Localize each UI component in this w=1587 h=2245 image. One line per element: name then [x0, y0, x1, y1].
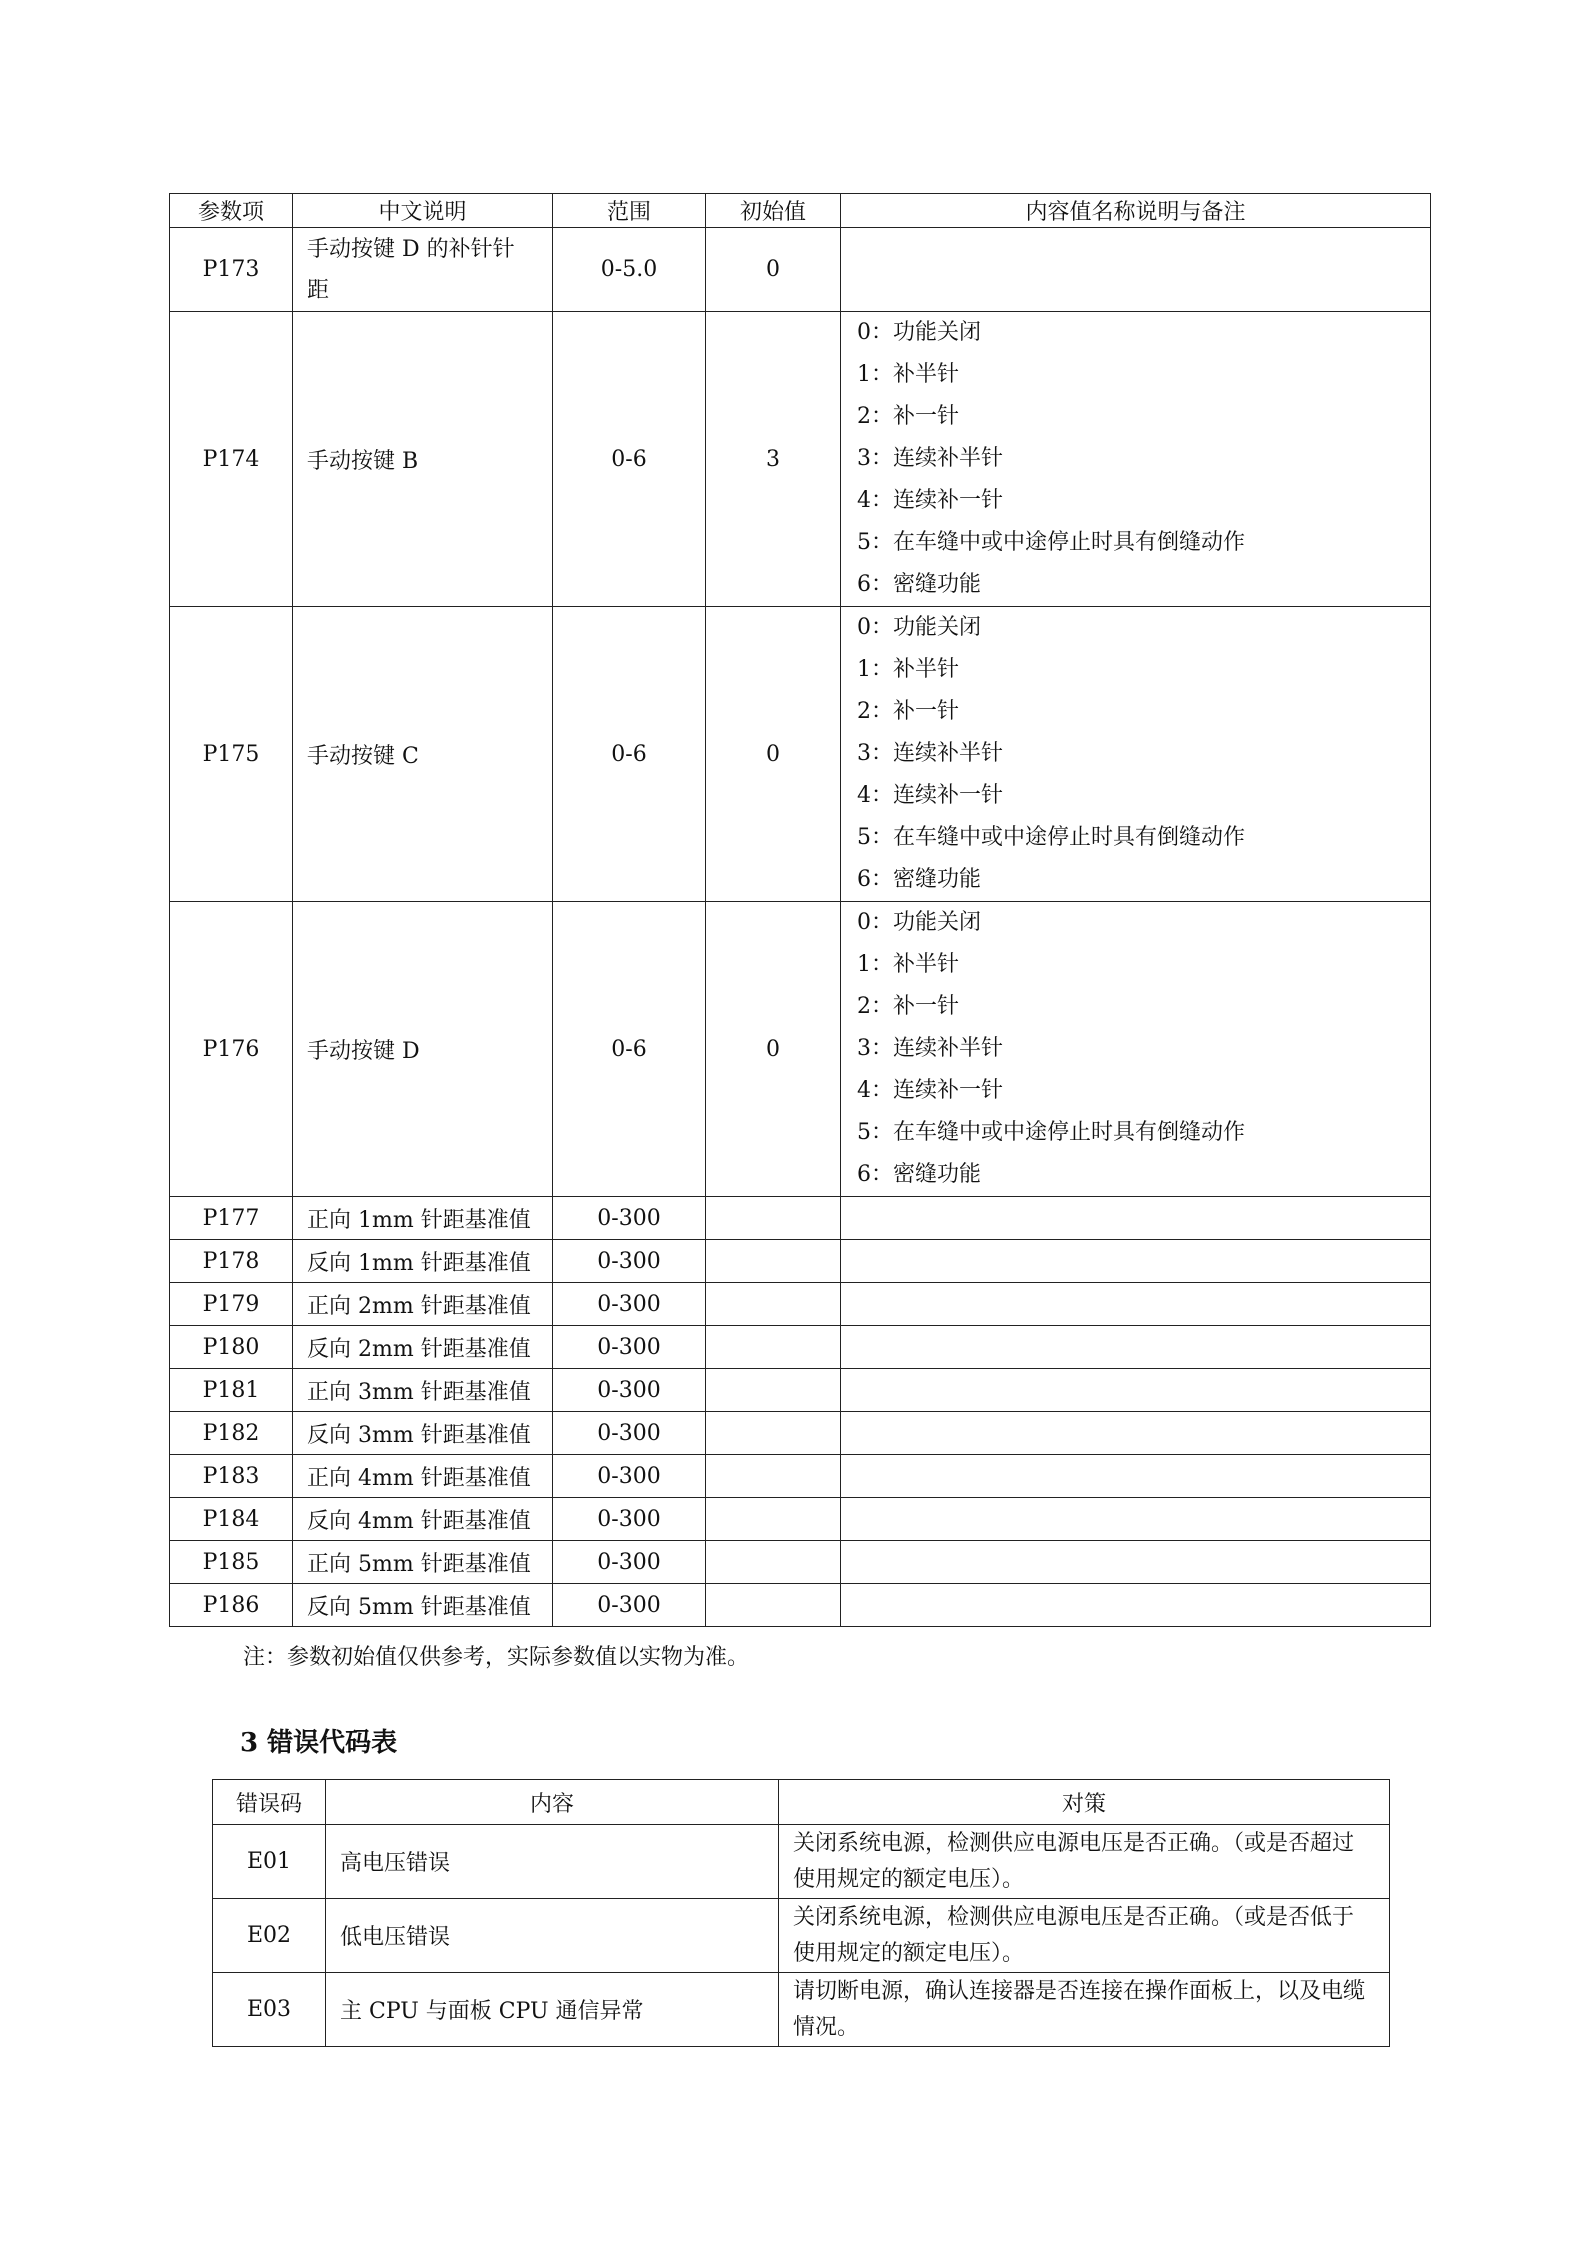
table-row	[170, 1369, 1431, 1412]
table-row	[170, 1541, 1431, 1584]
param-description: 正向 5mm 针距基准值	[293, 1541, 553, 1584]
param-initial-value	[706, 1283, 841, 1326]
param-range: 0-300	[553, 1541, 706, 1584]
param-code: P181	[170, 1369, 293, 1412]
param-range: 0-300	[553, 1283, 706, 1326]
param-description: 手动按键 C	[293, 607, 553, 902]
param-description: 反向 4mm 针距基准值	[293, 1498, 553, 1541]
param-code: P184	[170, 1498, 293, 1541]
error-solution: 关闭系统电源，检测供应电源电压是否正确。（或是否超过使用规定的额定电压）。	[779, 1825, 1390, 1899]
param-description: 手动按键 D 的补针针距	[293, 228, 553, 312]
param-range: 0-300	[553, 1412, 706, 1455]
param-code: P180	[170, 1326, 293, 1369]
error-solution: 请切断电源，确认连接器是否连接在操作面板上，以及电缆情况。	[779, 1973, 1390, 2047]
param-code: P179	[170, 1283, 293, 1326]
table-row	[170, 1197, 1431, 1240]
option-item: 6：密缝功能	[857, 572, 981, 597]
table-row	[170, 1326, 1431, 1369]
param-initial-value	[706, 1240, 841, 1283]
param-description: 正向 1mm 针距基准值	[293, 1197, 553, 1240]
option-item: 1：补半针	[857, 657, 959, 682]
header-error-code: 错误码	[213, 1780, 326, 1825]
param-description: 手动按键 D	[293, 902, 553, 1197]
param-code: P177	[170, 1197, 293, 1240]
option-item: 3：连续补半针	[857, 1036, 1003, 1061]
param-initial-value: 0	[706, 902, 841, 1197]
option-item: 3：连续补半针	[857, 446, 1003, 471]
error-table-header	[213, 1780, 1390, 1825]
table-note: 注：参数初始值仅供参考，实际参数值以实物为准。	[243, 1645, 750, 1670]
param-description: 反向 3mm 针距基准值	[293, 1412, 553, 1455]
param-initial-value	[706, 1584, 841, 1627]
param-initial-value	[706, 1369, 841, 1412]
error-code: E03	[213, 1973, 326, 2047]
option-item: 5：在车缝中或中途停止时具有倒缝动作	[857, 1120, 1245, 1145]
table-row	[170, 228, 1431, 312]
param-notes	[841, 1283, 1431, 1326]
param-notes	[841, 1455, 1431, 1498]
table-row	[170, 607, 1431, 902]
param-code: P175	[170, 607, 293, 902]
param-code: P186	[170, 1584, 293, 1627]
error-code-table	[212, 1779, 1390, 2047]
table-row	[213, 1973, 1390, 2047]
option-item: 0：功能关闭	[857, 320, 981, 345]
param-range: 0-300	[553, 1455, 706, 1498]
param-range: 0-6	[553, 902, 706, 1197]
param-code: P174	[170, 312, 293, 607]
param-code: P185	[170, 1541, 293, 1584]
option-item: 4：连续补一针	[857, 1078, 1003, 1103]
param-range: 0-300	[553, 1326, 706, 1369]
option-item: 4：连续补一针	[857, 488, 1003, 513]
param-code: P178	[170, 1240, 293, 1283]
error-solution: 关闭系统电源，检测供应电源电压是否正确。（或是否低于使用规定的额定电压）。	[779, 1899, 1390, 1973]
param-description: 手动按键 B	[293, 312, 553, 607]
param-description: 反向 2mm 针距基准值	[293, 1326, 553, 1369]
param-code: P182	[170, 1412, 293, 1455]
section-title: 3 错误代码表	[240, 1728, 398, 1758]
param-notes	[841, 228, 1431, 312]
table-row	[170, 1455, 1431, 1498]
param-range: 0-300	[553, 1584, 706, 1627]
param-description: 反向 1mm 针距基准值	[293, 1240, 553, 1283]
table-row	[170, 902, 1431, 1197]
option-item: 2：补一针	[857, 404, 959, 429]
param-initial-value: 3	[706, 312, 841, 607]
header-range: 范围	[553, 194, 706, 228]
error-code: E01	[213, 1825, 326, 1899]
option-item: 2：补一针	[857, 994, 959, 1019]
param-notes	[841, 1412, 1431, 1455]
parameter-table-header	[170, 194, 1431, 228]
param-description: 正向 4mm 针距基准值	[293, 1455, 553, 1498]
param-initial-value	[706, 1541, 841, 1584]
table-row	[170, 1283, 1431, 1326]
option-item: 5：在车缝中或中途停止时具有倒缝动作	[857, 825, 1245, 850]
param-range: 0-300	[553, 1498, 706, 1541]
param-notes	[841, 607, 1431, 902]
param-range: 0-300	[553, 1369, 706, 1412]
header-initial-value: 初始值	[706, 194, 841, 228]
param-range: 0-300	[553, 1197, 706, 1240]
param-range: 0-5.0	[553, 228, 706, 312]
table-row	[170, 1412, 1431, 1455]
table-row	[170, 1498, 1431, 1541]
param-code: P183	[170, 1455, 293, 1498]
param-notes	[841, 1541, 1431, 1584]
parameter-table	[169, 193, 1431, 1627]
param-notes	[841, 1498, 1431, 1541]
param-notes	[841, 1584, 1431, 1627]
error-content: 主 CPU 与面板 CPU 通信异常	[326, 1973, 779, 2047]
parameter-table-body	[170, 228, 1431, 1627]
error-content: 高电压错误	[326, 1825, 779, 1899]
error-content: 低电压错误	[326, 1899, 779, 1973]
error-table-body	[213, 1825, 1390, 2047]
table-row	[170, 1240, 1431, 1283]
param-initial-value	[706, 1412, 841, 1455]
param-initial-value	[706, 1455, 841, 1498]
table-row	[170, 1584, 1431, 1627]
table-row	[213, 1825, 1390, 1899]
option-item: 2：补一针	[857, 699, 959, 724]
param-notes	[841, 1369, 1431, 1412]
param-range: 0-6	[553, 312, 706, 607]
param-notes	[841, 1197, 1431, 1240]
header-error-content: 内容	[326, 1780, 779, 1825]
header-error-solution: 对策	[779, 1780, 1390, 1825]
header-param-code: 参数项	[170, 194, 293, 228]
option-item: 6：密缝功能	[857, 1162, 981, 1187]
param-notes	[841, 312, 1431, 607]
param-description: 正向 2mm 针距基准值	[293, 1283, 553, 1326]
param-initial-value	[706, 1498, 841, 1541]
param-notes	[841, 1240, 1431, 1283]
param-code: P176	[170, 902, 293, 1197]
param-initial-value	[706, 1197, 841, 1240]
table-row	[213, 1899, 1390, 1973]
option-item: 5：在车缝中或中途停止时具有倒缝动作	[857, 530, 1245, 555]
param-range: 0-300	[553, 1240, 706, 1283]
option-item: 3：连续补半针	[857, 741, 1003, 766]
param-initial-value: 0	[706, 228, 841, 312]
option-item: 0：功能关闭	[857, 615, 981, 640]
option-item: 4：连续补一针	[857, 783, 1003, 808]
table-row	[170, 312, 1431, 607]
header-notes: 内容值名称说明与备注	[841, 194, 1431, 228]
option-item: 1：补半针	[857, 362, 959, 387]
param-notes	[841, 902, 1431, 1197]
error-code: E02	[213, 1899, 326, 1973]
param-description: 正向 3mm 针距基准值	[293, 1369, 553, 1412]
option-item: 1：补半针	[857, 952, 959, 977]
param-initial-value	[706, 1326, 841, 1369]
option-item: 6：密缝功能	[857, 867, 981, 892]
param-initial-value: 0	[706, 607, 841, 902]
param-description: 反向 5mm 针距基准值	[293, 1584, 553, 1627]
param-range: 0-6	[553, 607, 706, 902]
param-notes	[841, 1326, 1431, 1369]
header-description: 中文说明	[293, 194, 553, 228]
param-code: P173	[170, 228, 293, 312]
option-item: 0：功能关闭	[857, 910, 981, 935]
